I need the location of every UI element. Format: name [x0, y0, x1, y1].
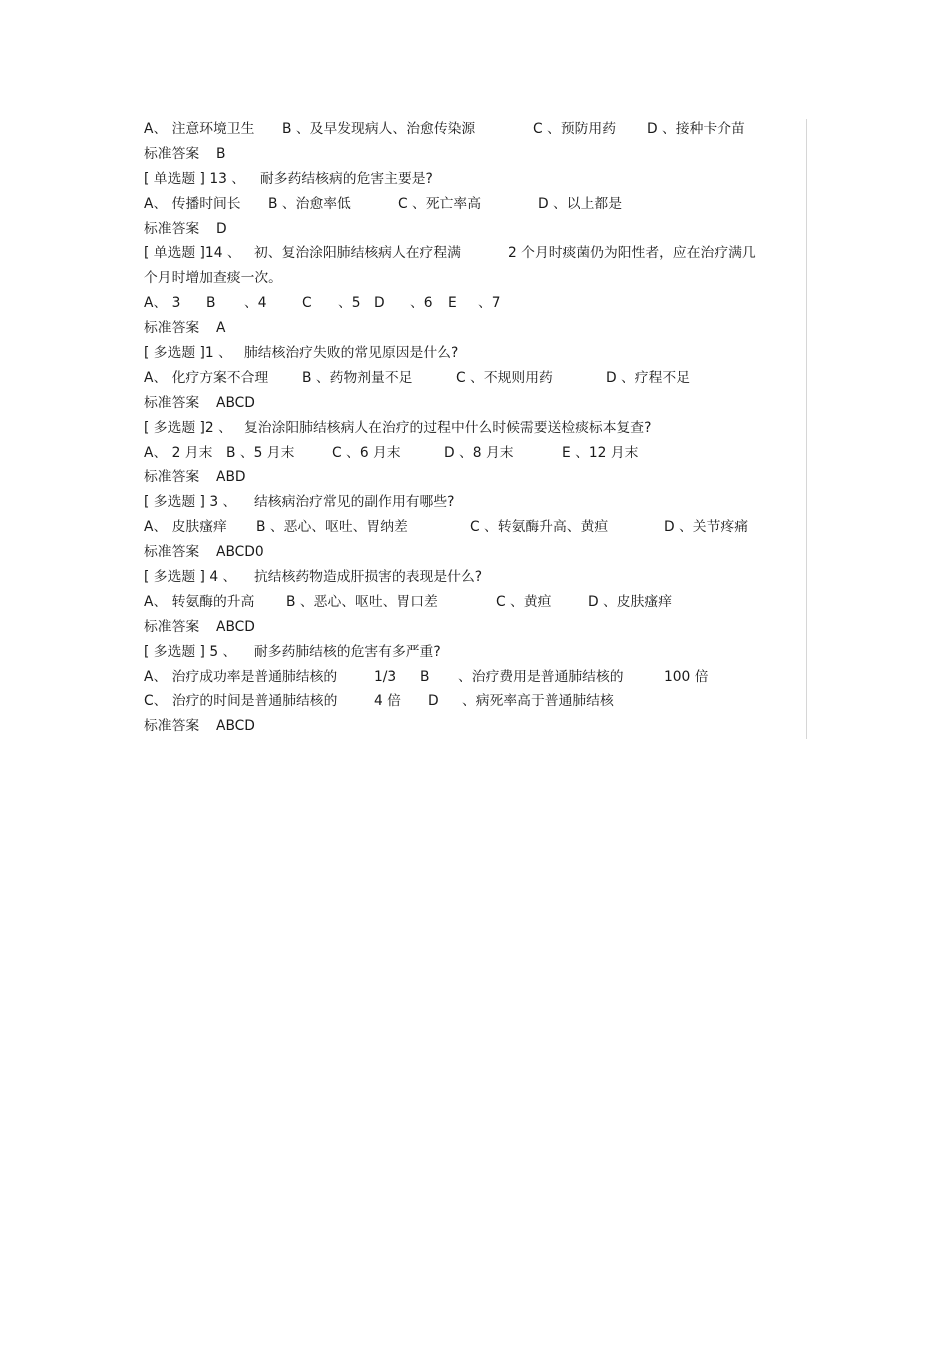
- option-text: A、 3: [144, 295, 181, 312]
- answer-label: 标准答案: [144, 469, 200, 486]
- answer-line: [144, 465, 784, 490]
- option-text: B: [420, 668, 430, 685]
- right-margin-rule: [806, 119, 807, 739]
- option-text: 、7: [478, 295, 501, 312]
- answer-value: ABCD: [216, 718, 255, 735]
- option-text: 、病死率高于普通肺结核: [462, 693, 614, 710]
- answer-value: B: [216, 145, 226, 162]
- question-line: [144, 241, 784, 266]
- option-text: A、 2 月末: [144, 444, 213, 461]
- question-number: [ 多选题 ] 5 、: [144, 643, 237, 660]
- question-line: [144, 341, 784, 366]
- answer-label: 标准答案: [144, 618, 200, 635]
- option-text: B 、恶心、呕吐、胃纳差: [256, 519, 408, 536]
- option-text: B 、恶心、呕吐、胃口差: [286, 593, 438, 610]
- answer-value: ABCD: [216, 618, 255, 635]
- question-number: [ 多选题 ] 3 、: [144, 494, 237, 511]
- question-continuation: [144, 266, 784, 291]
- option-text: C、 治疗的时间是普通肺结核的: [144, 693, 338, 710]
- question-number: [ 单选题 ]14 、: [144, 245, 241, 262]
- option-text: 100 倍: [664, 668, 709, 685]
- option-text: D 、8 月末: [444, 444, 514, 461]
- option-text: 、6: [410, 295, 433, 312]
- question-line: [144, 640, 784, 665]
- answer-line: [144, 714, 784, 739]
- option-text: B 、药物剂量不足: [302, 369, 413, 386]
- question-number: [ 多选题 ] 4 、: [144, 569, 237, 586]
- options-line: [144, 291, 784, 316]
- option-text: B 、及早发现病人、治愈传染源: [282, 121, 476, 137]
- answer-label: 标准答案: [144, 718, 200, 735]
- option-text: 1/3: [374, 668, 397, 685]
- question-line: [144, 167, 784, 192]
- answer-line: [144, 391, 784, 416]
- options-line: [144, 366, 784, 391]
- question-text: 2 个月时痰菌仍为阳性者，应在治疗满几: [508, 245, 756, 262]
- option-text: C 、转氨酶升高、黄疸: [470, 519, 609, 536]
- option-text: B 、5 月末: [226, 444, 295, 461]
- options-line: [144, 192, 784, 217]
- answer-label: 标准答案: [144, 220, 200, 237]
- answer-value: ABD: [216, 469, 246, 486]
- answer-value: ABCD: [216, 394, 255, 411]
- answer-line: [144, 316, 784, 341]
- option-text: D 、关节疼痛: [664, 519, 748, 536]
- question-number: [ 单选题 ] 13 、: [144, 170, 246, 187]
- option-text: D 、以上都是: [538, 195, 622, 212]
- answer-line: [144, 217, 784, 242]
- answer-label: 标准答案: [144, 544, 200, 561]
- option-text: E 、12 月末: [562, 444, 639, 461]
- option-text: B 、治愈率低: [268, 195, 351, 212]
- options-line: [144, 665, 784, 690]
- option-text: A、 皮肤瘙痒: [144, 519, 227, 536]
- question-line: [144, 416, 784, 441]
- option-text: A、 治疗成功率是普通肺结核的: [144, 668, 338, 685]
- option-text: A、 传播时间长: [144, 195, 241, 212]
- question-text: 初、复治涂阳肺结核病人在疗程满: [254, 245, 461, 262]
- answer-line: [144, 615, 784, 640]
- options-line: [144, 441, 784, 466]
- question-line: [144, 565, 784, 590]
- option-text: 、治疗费用是普通肺结核的: [458, 668, 624, 685]
- question-number: [ 多选题 ]1 、: [144, 345, 232, 362]
- option-text: B: [206, 295, 216, 312]
- option-text: D: [374, 295, 385, 312]
- option-text: D: [428, 693, 439, 710]
- option-text: C 、6 月末: [332, 444, 401, 461]
- option-text: 4 倍: [374, 693, 401, 710]
- option-text: C 、黄疸: [496, 593, 552, 610]
- document-content: [144, 117, 784, 739]
- question-text: 复治涂阳肺结核病人在治疗的过程中什么时候需要送检痰标本复查?: [244, 419, 652, 436]
- option-text: C: [302, 295, 312, 312]
- question-number: [ 多选题 ]2 、: [144, 419, 232, 436]
- options-line: [144, 117, 784, 142]
- options-line: [144, 689, 784, 714]
- option-text: C 、预防用药: [533, 121, 617, 137]
- answer-label: 标准答案: [144, 394, 200, 411]
- answer-value: ABCD0: [216, 544, 264, 561]
- answer-line: [144, 142, 784, 167]
- question-text: 个月时增加查痰一次。: [144, 270, 282, 287]
- question-text: 耐多药结核病的危害主要是?: [260, 170, 433, 187]
- option-text: D 、皮肤瘙痒: [588, 593, 672, 610]
- answer-label: 标准答案: [144, 145, 200, 162]
- option-text: C 、不规则用药: [456, 369, 553, 386]
- options-line: [144, 515, 784, 540]
- answer-label: 标准答案: [144, 320, 200, 337]
- option-text: E: [448, 295, 457, 312]
- question-text: 耐多药肺结核的危害有多严重?: [254, 643, 441, 660]
- answer-value: A: [216, 320, 226, 337]
- option-text: 、4: [244, 295, 267, 312]
- option-text: C 、死亡率高: [398, 195, 482, 212]
- question-text: 肺结核治疗失败的常见原因是什么?: [244, 345, 459, 362]
- option-text: D 、接种卡介苗: [647, 121, 745, 137]
- option-text: A、 化疗方案不合理: [144, 369, 269, 386]
- option-text: 、5: [338, 295, 361, 312]
- option-text: A、 转氨酶的升高: [144, 593, 255, 610]
- options-line: [144, 590, 784, 615]
- option-text: D 、疗程不足: [606, 369, 690, 386]
- question-line: [144, 490, 784, 515]
- option-text: A、 注意环境卫生: [144, 121, 255, 137]
- question-text: 抗结核药物造成肝损害的表现是什么?: [254, 569, 483, 586]
- answer-line: [144, 540, 784, 565]
- question-text: 结核病治疗常见的副作用有哪些?: [254, 494, 455, 511]
- answer-value: D: [216, 220, 227, 237]
